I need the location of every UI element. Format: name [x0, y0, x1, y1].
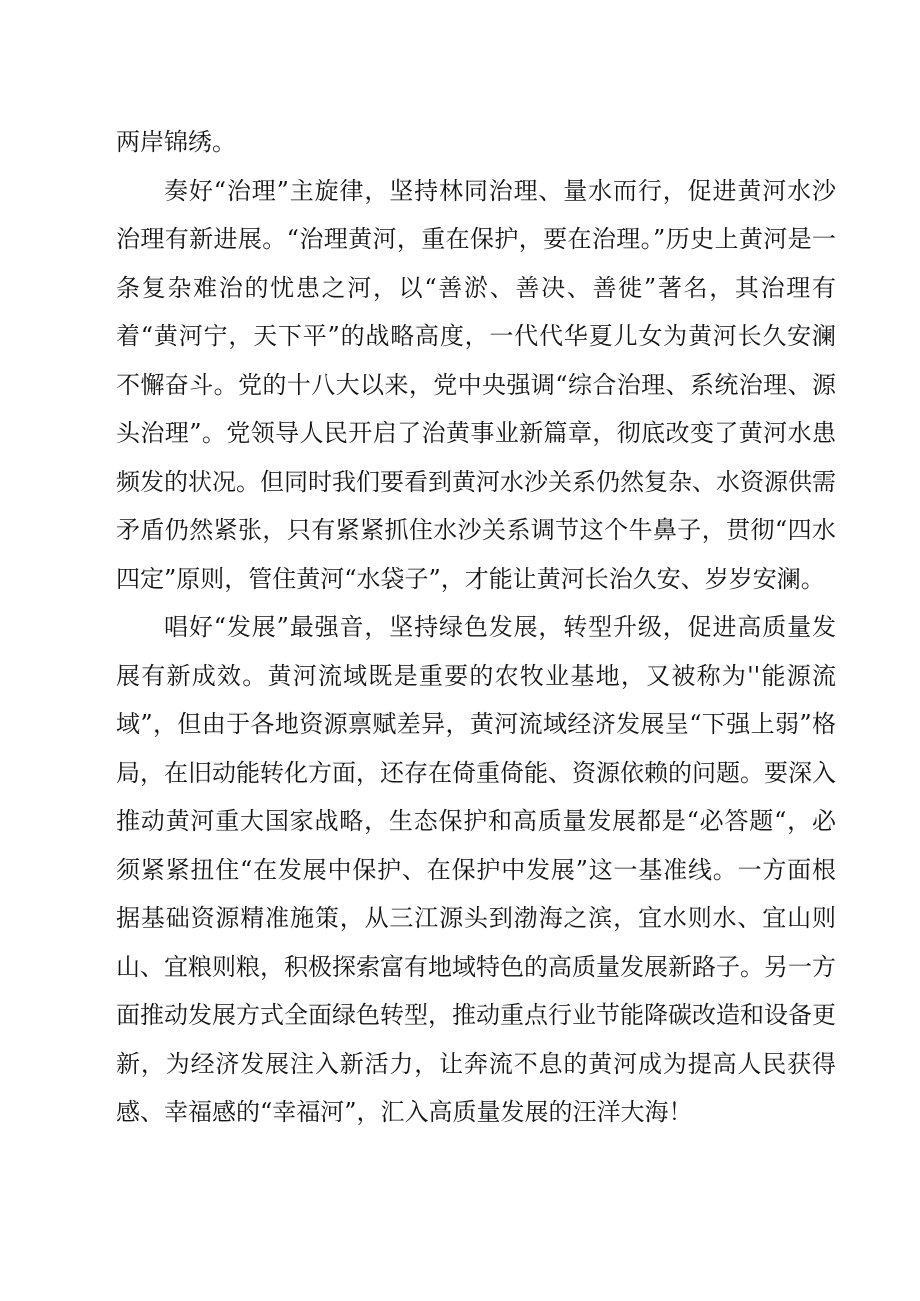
- paragraph-continuation: 两岸锦绣。: [116, 128, 236, 156]
- paragraph-development: 唱好“发展”最强音，坚持绿色发展，转型升级，促进高质量发展有新成效。黄河流域既是重要的农牧业基地，又被称为''能源流域”，但由于各地资源禀赋差异，黄河流域经济发展呈“下强上弱”格局，在旧动能转化方面，还存在倚重倚能、资源依赖的问题。要深入推动黄河重大国家战略，生态保护和高质量发展都是“必答题“，必须紧紧扭住“在发展中保护、在保护中发展”这一基准线。一方面根据基础资源精准施策，从三江源头到渤海之滨，宜水则水、宜山则山、宜粮则粮，积极探索富有地域特色的高质量发展新路子。另一方面推动发展方式全面绿色转型，推动重点行业节能降碳改造和设备更新，为经济发展注入新活力，让奔流不息的黄河成为提高人民获得感、幸福感的“幸福河”，汇入高质量发展的汪洋大海！: [116, 613, 836, 1126]
- document-body: [116, 118, 836, 1137]
- paragraph-governance: 奏好“治理”主旋律，坚持林同治理、量水而行，促进黄河水沙治理有新进展。“治理黄河，重在保护，要在治理。”历史上黄河是一条复杂难治的忧患之河，以“善淤、善决、善徙”著名，其治理有着“黄河宁，天下平”的战略高度，一代代华夏儿女为黄河长久安澜不懈奋斗。党的十八大以来，党中央强调“综合治理、系统治理、源头治理”。党领导人民开启了治黄事业新篇章，彻底改变了黄河水患频发的状况。但同时我们要看到黄河水沙关系仍然复杂、水资源供需矛盾仍然紧张，只有紧紧抓住水沙关系调节这个牛鼻子，贯彻“四水四定”原则，管住黄河“水袋子”，才能让黄河长治久安、岁岁安澜。: [116, 176, 836, 593]
